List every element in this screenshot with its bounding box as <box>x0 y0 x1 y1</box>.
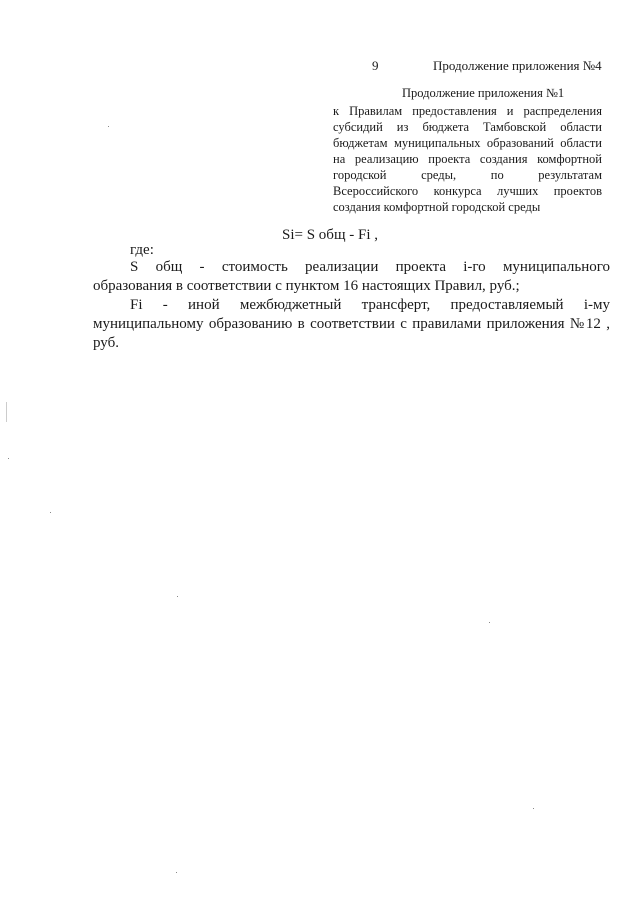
annex-line: создания комфортной городской среды <box>333 200 541 214</box>
definition-line: S общ - стоимость реализации проекта i-го муниципального <box>130 259 610 275</box>
scan-speck <box>176 872 177 873</box>
scan-speck <box>6 402 7 422</box>
scan-speck <box>108 126 109 127</box>
annex-title: Продолжение приложения №1 <box>402 86 565 100</box>
scan-speck <box>533 808 534 809</box>
annex-line: субсидий из бюджета Тамбовской области <box>333 120 602 134</box>
annex-line: городской среды, по результатам <box>333 168 602 182</box>
page-number: 9 <box>372 58 379 73</box>
annex-line: на реализацию проекта создания комфортной <box>333 152 602 166</box>
formula: Si= S общ - Fi , <box>282 227 378 243</box>
definition-line: образования в соответствии с пунктом 16 настоящих Правил, руб.; <box>93 278 520 294</box>
annex-line: к Правилам предоставления и распределения <box>333 104 602 118</box>
definition-line: руб. <box>93 335 119 351</box>
annex-line: Всероссийского конкурса лучших проектов <box>333 184 602 198</box>
definition-line: Fi - иной межбюджетный трансферт, предоставляемый i-му <box>130 297 610 313</box>
annex-description <box>333 103 602 215</box>
scan-speck <box>8 458 9 459</box>
scan-speck <box>50 512 51 513</box>
scan-speck <box>177 596 178 597</box>
definition-s-total <box>93 258 610 296</box>
scan-speck <box>489 622 490 623</box>
definition-line: муниципальному образованию в соответствии с правилами приложения №12 , <box>93 316 610 332</box>
continuation-header: Продолжение приложения №4 <box>433 58 602 73</box>
definition-fi <box>93 296 610 353</box>
annex-line: бюджетам муниципальных образований области <box>333 136 602 150</box>
where-label: где: <box>130 242 154 258</box>
